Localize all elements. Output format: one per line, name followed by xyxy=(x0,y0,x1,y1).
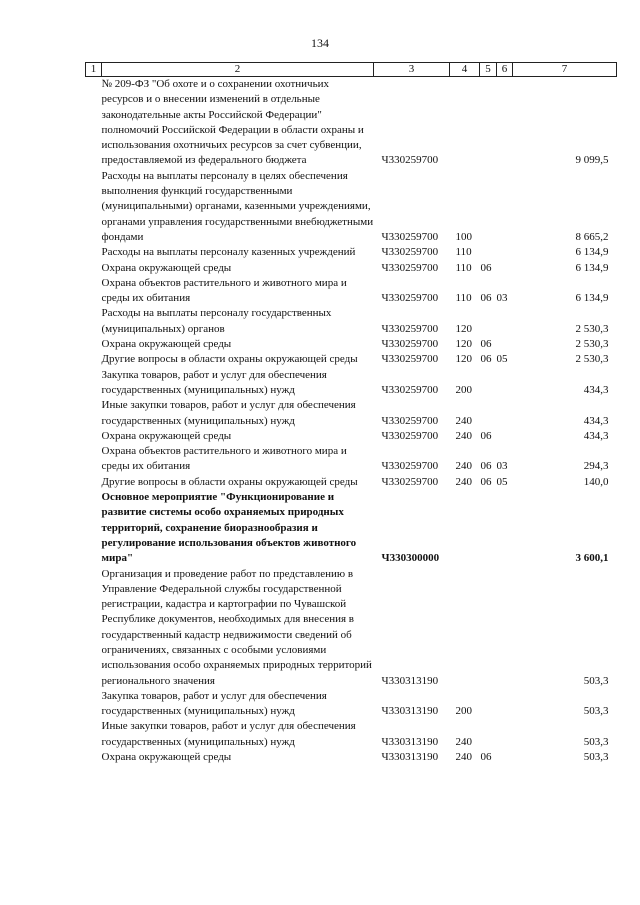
table-row xyxy=(86,429,617,444)
row-number-cell xyxy=(86,77,102,169)
item-name: Организация и проведение работ по представлению в Управление Федеральной службы государственной регистрации, кадастра и картографии по Чувашской Республике документов, необходимых для внесения в государственный кадастр недвижимости сведений об ограничениях, связанных с особыми условиями использования особо охраняемых природных территорий регионального значения xyxy=(101,567,372,687)
item-name: Основное мероприятие "Функционирование и развитие системы особо охраняемых природных территорий, сохранение биоразнообразия и регулирование использования объектов животного мира" xyxy=(101,491,357,565)
amount-value: 434,3 xyxy=(583,429,609,442)
item-name: Охрана окружающей среды xyxy=(101,338,232,351)
section-code: 06 xyxy=(480,429,492,442)
section-code xyxy=(480,77,497,169)
target-article-code: Ч330259700 xyxy=(381,414,439,427)
expense-type-code: 240 xyxy=(455,475,472,488)
expense-type-code: 240 xyxy=(455,460,472,473)
row-number-cell xyxy=(86,245,102,260)
subsection-code xyxy=(497,689,513,720)
table-row xyxy=(86,368,617,399)
table-row xyxy=(86,689,617,720)
target-article-code: Ч330259700 xyxy=(381,322,439,335)
header-col-7: 7 xyxy=(513,63,617,77)
item-name: Другие вопросы в области охраны окружающей среды xyxy=(101,475,358,488)
table-row xyxy=(86,475,617,490)
expense-type-code: 110 xyxy=(455,246,472,259)
amount-value: 6 134,9 xyxy=(575,292,609,305)
subsection-code xyxy=(497,77,513,169)
subsection-code xyxy=(497,719,513,750)
table-row xyxy=(86,337,617,352)
expense-type-code: 240 xyxy=(455,429,472,442)
target-article-code: Ч330313190 xyxy=(381,705,439,718)
row-number-cell xyxy=(86,261,102,276)
subsection-code xyxy=(497,169,513,245)
expense-type-code: 200 xyxy=(455,705,472,718)
amount-value: 140,0 xyxy=(583,475,609,488)
table-header xyxy=(86,63,617,77)
subsection-code xyxy=(497,398,513,429)
row-number-cell xyxy=(86,475,102,490)
expense-type-code xyxy=(450,77,480,169)
table-row xyxy=(86,750,617,765)
subsection-code xyxy=(497,567,513,689)
table-row xyxy=(86,352,617,367)
section-code xyxy=(480,368,497,399)
subsection-code: 05 xyxy=(496,475,508,488)
section-code: 06 xyxy=(480,338,492,351)
table-row xyxy=(86,398,617,429)
item-name: Расходы на выплаты персоналу в целях обеспечения выполнения функций государственными (муниципальными) органами, казенными учреждениями, органами управления государственными внебюджетными фондами xyxy=(101,169,374,243)
target-article-code: Ч330259700 xyxy=(381,475,439,488)
table-row xyxy=(86,719,617,750)
table-row xyxy=(86,490,617,566)
section-code: 06 xyxy=(480,292,492,305)
subsection-code xyxy=(497,750,513,765)
target-article-code: Ч330313190 xyxy=(381,735,439,748)
target-article-code: Ч330259700 xyxy=(381,429,439,442)
target-article-code: Ч330259700 xyxy=(381,383,439,396)
subsection-code: 05 xyxy=(496,353,508,366)
row-number-cell xyxy=(86,398,102,429)
subsection-code: 03 xyxy=(496,292,508,305)
table-row xyxy=(86,261,617,276)
item-name: Охрана окружающей среды xyxy=(101,429,232,442)
header-col-3: 3 xyxy=(374,63,450,77)
item-name: Закупка товаров, работ и услуг для обеспечения государственных (муниципальных) нужд xyxy=(101,689,327,718)
item-name: Охрана окружающей среды xyxy=(101,261,232,274)
table-row xyxy=(86,567,617,689)
target-article-code: Ч330313190 xyxy=(381,674,439,687)
item-name: Закупка товаров, работ и услуг для обеспечения государственных (муниципальных) нужд xyxy=(101,368,327,396)
section-code xyxy=(480,398,497,429)
section-code: 06 xyxy=(480,460,492,473)
amount-value: 2 530,3 xyxy=(575,353,609,366)
item-name: Другие вопросы в области охраны окружающей среды xyxy=(101,353,358,366)
header-col-6: 6 xyxy=(497,63,513,77)
section-code xyxy=(480,719,497,750)
row-number-cell xyxy=(86,567,102,689)
expense-type-code: 120 xyxy=(455,322,472,335)
amount-value: 434,3 xyxy=(583,414,609,427)
section-code xyxy=(480,306,497,337)
row-number-cell xyxy=(86,689,102,720)
amount-value: 6 134,9 xyxy=(575,246,609,259)
header-col-4: 4 xyxy=(450,63,480,77)
expense-type-code: 120 xyxy=(455,338,472,351)
subsection-code xyxy=(497,337,513,352)
row-number-cell xyxy=(86,719,102,750)
row-number-cell xyxy=(86,490,102,566)
target-article-code: Ч330259700 xyxy=(381,230,439,243)
expense-type-code: 110 xyxy=(455,261,472,274)
subsection-code xyxy=(497,368,513,399)
section-code xyxy=(480,490,497,566)
table-row xyxy=(86,276,617,307)
subsection-code xyxy=(497,490,513,566)
row-number-cell xyxy=(86,352,102,367)
table-row xyxy=(86,77,617,169)
table-body xyxy=(86,77,617,766)
row-number-cell xyxy=(86,276,102,307)
header-col-5: 5 xyxy=(480,63,497,77)
row-number-cell xyxy=(86,337,102,352)
amount-value: 8 665,2 xyxy=(575,230,609,243)
section-code: 06 xyxy=(480,261,492,274)
expense-type-code xyxy=(450,567,480,689)
expense-type-code: 100 xyxy=(455,230,472,243)
subsection-code xyxy=(497,261,513,276)
expense-type-code: 120 xyxy=(455,353,472,366)
row-number-cell xyxy=(86,169,102,245)
amount-value: 503,3 xyxy=(583,674,609,687)
target-article-code: Ч330313190 xyxy=(381,751,439,764)
amount-value: 294,3 xyxy=(583,460,609,473)
amount-value: 2 530,3 xyxy=(575,322,609,335)
row-number-cell xyxy=(86,368,102,399)
amount-value: 503,3 xyxy=(583,735,609,748)
target-article-code: Ч330259700 xyxy=(381,338,439,351)
section-code xyxy=(480,169,497,245)
item-name: Охрана окружающей среды xyxy=(101,751,232,764)
item-name: Охрана объектов растительного и животного мира и среды их обитания xyxy=(101,276,347,305)
table-row xyxy=(86,306,617,337)
header-col-2: 2 xyxy=(102,63,374,77)
expense-type-code: 240 xyxy=(455,735,472,748)
item-name: Иные закупки товаров, работ и услуг для обеспечения государственных (муниципальных) нужд xyxy=(101,399,356,427)
target-article-code: Ч330259700 xyxy=(381,460,439,473)
target-article-code: Ч330259700 xyxy=(381,261,439,274)
subsection-code xyxy=(497,429,513,444)
header-row xyxy=(86,63,617,77)
target-article-code: Ч330259700 xyxy=(381,353,439,366)
amount-value: 434,3 xyxy=(583,383,609,396)
amount-value: 503,3 xyxy=(583,705,609,718)
expense-type-code xyxy=(450,490,480,566)
expense-type-code: 200 xyxy=(455,383,472,396)
expense-type-code: 110 xyxy=(455,292,472,305)
section-code xyxy=(480,689,497,720)
subsection-code xyxy=(497,245,513,260)
row-number-cell xyxy=(86,306,102,337)
item-name: Расходы на выплаты персоналу государственных (муниципальных) органов xyxy=(101,307,332,335)
amount-value: 2 530,3 xyxy=(575,338,609,351)
table-row xyxy=(86,245,617,260)
subsection-code xyxy=(497,306,513,337)
table-row xyxy=(86,444,617,475)
expense-type-code: 240 xyxy=(455,751,472,764)
amount-value: 6 134,9 xyxy=(575,261,609,274)
target-article-code: Ч330259700 xyxy=(381,246,439,259)
amount-value: 3 600,1 xyxy=(575,552,609,565)
subsection-code: 03 xyxy=(496,460,508,473)
header-col-1: 1 xyxy=(86,63,102,77)
section-code xyxy=(480,245,497,260)
row-number-cell xyxy=(86,444,102,475)
item-name: Расходы на выплаты персоналу казенных учреждений xyxy=(101,246,356,259)
budget-table xyxy=(85,62,617,765)
page-number: 134 xyxy=(311,36,329,50)
item-name: Иные закупки товаров, работ и услуг для обеспечения государственных (муниципальных) нужд xyxy=(101,720,356,748)
table-row xyxy=(86,169,617,245)
amount-value: 9 099,5 xyxy=(575,154,609,167)
section-code: 06 xyxy=(480,751,492,764)
section-code: 06 xyxy=(480,475,492,488)
expense-type-code: 240 xyxy=(455,414,472,427)
amount-value: 503,3 xyxy=(583,751,609,764)
item-name: № 209-ФЗ "Об охоте и о сохранении охотничьих ресурсов и о внесении изменений в отдельные законодательные акты Российской Федерации" полномочий Российской Федерации в области охраны и использования охотничьих ресурсов за счет субвенции, предоставляемой из федерального бюджета xyxy=(101,78,364,167)
section-code: 06 xyxy=(480,353,492,366)
section-code xyxy=(480,567,497,689)
target-article-code: Ч330300000 xyxy=(381,552,440,565)
item-name: Охрана объектов растительного и животного мира и среды их обитания xyxy=(101,445,347,473)
row-number-cell xyxy=(86,750,102,765)
target-article-code: Ч330259700 xyxy=(381,292,439,305)
row-number-cell xyxy=(86,429,102,444)
target-article-code: Ч330259700 xyxy=(381,154,439,167)
